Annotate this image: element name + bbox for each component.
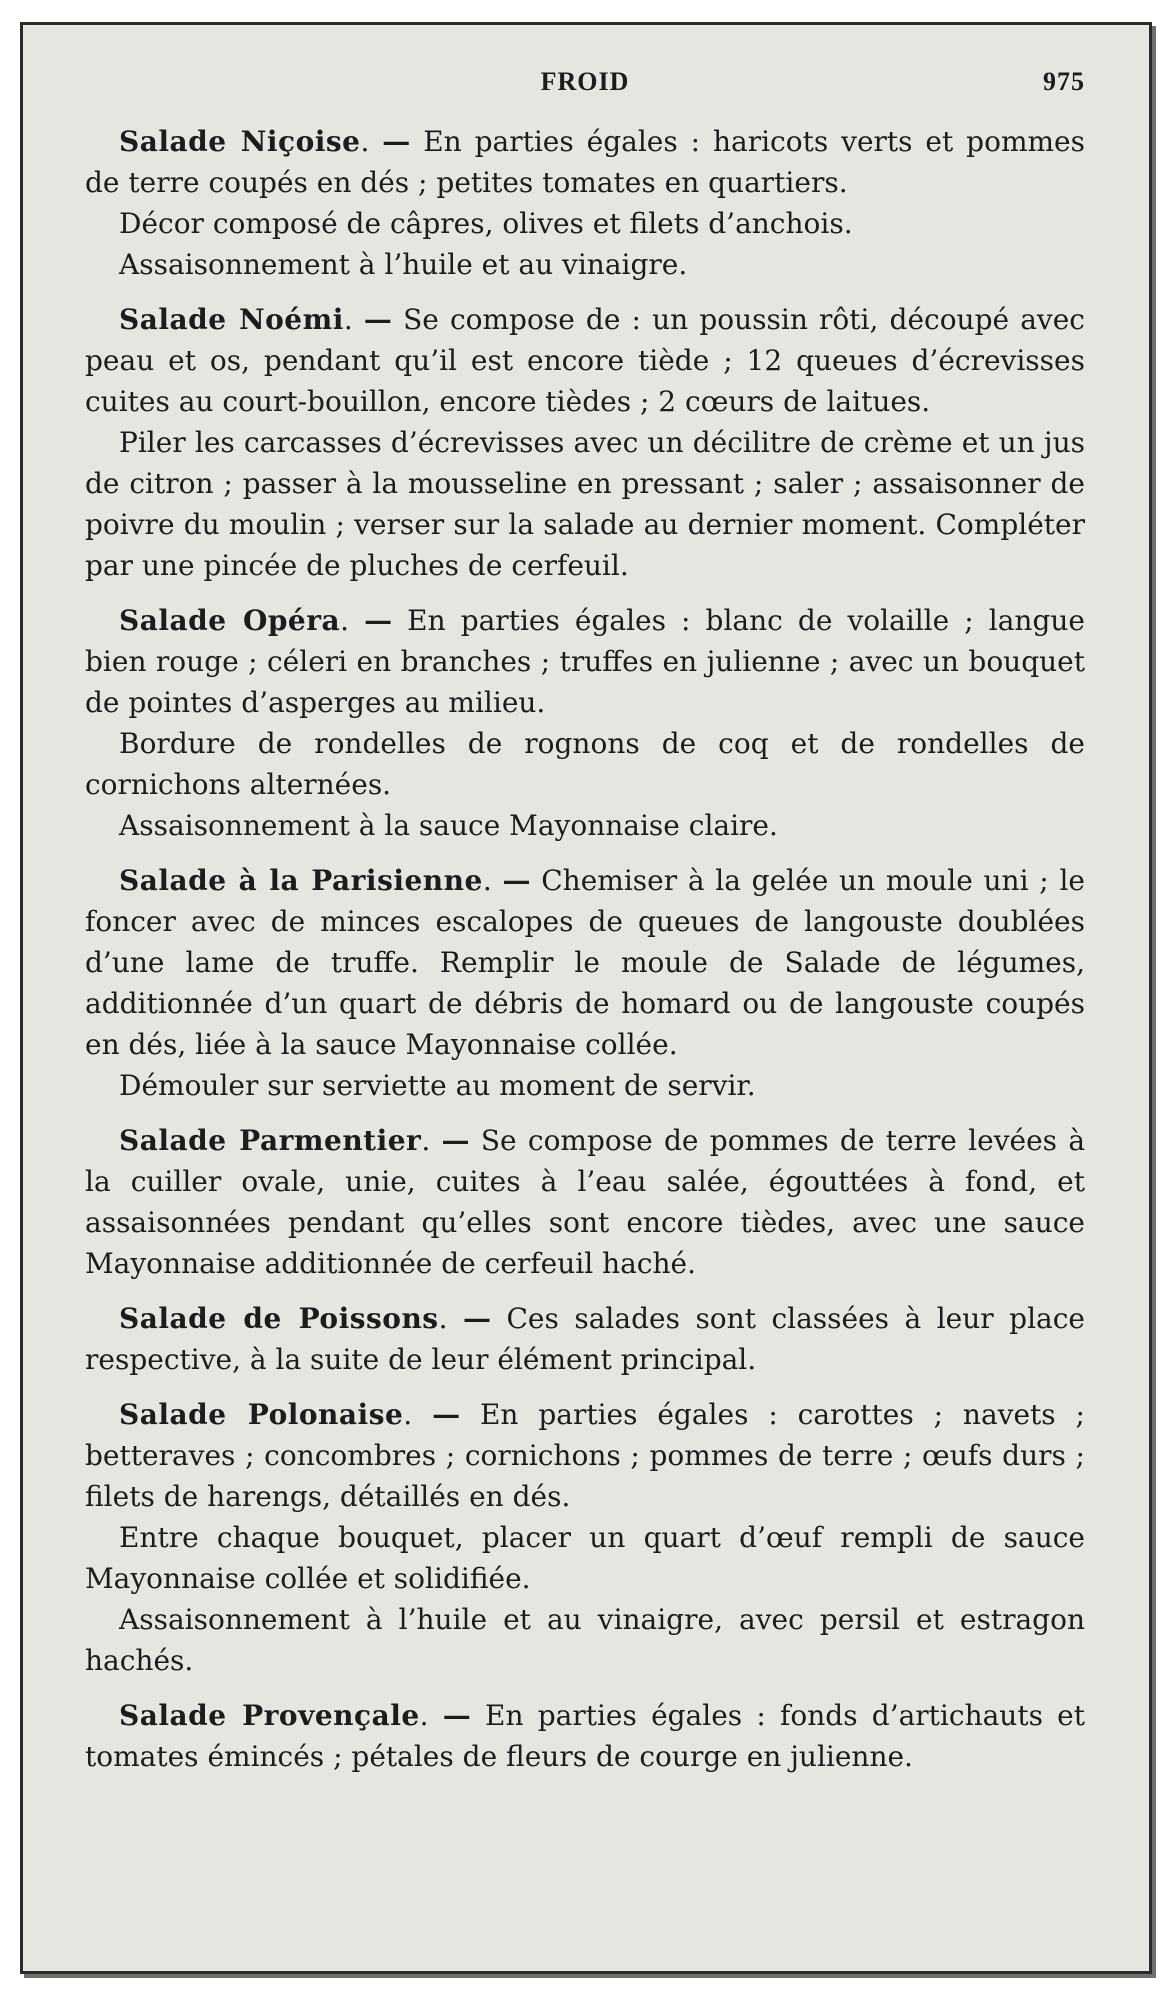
recipe-text: Se compose de : un poussin rôti, découpé avec peau et os, pendant qu’il est encore tiède ; 12 queues d’écrevisses cuites au court-bouillon, encore tièdes ; 2 cœurs de laitues. bbox=[85, 303, 1085, 418]
recipe-text: En parties égales : fonds d’artichauts et tomates émincés ; pétales de fleurs de courge en julienne. bbox=[85, 1699, 1085, 1773]
recipe-text: Assaisonnement à l’huile et au vinaigre, avec persil et estragon hachés. bbox=[85, 1603, 1085, 1677]
recipe-text: Ces salades sont classées à leur place respective, à la suite de leur élément principal. bbox=[85, 1302, 1085, 1376]
running-title: FROID bbox=[540, 67, 630, 96]
recipe-paragraph bbox=[85, 1517, 1085, 1599]
recipe-entry-salade-polonaise bbox=[85, 1394, 1085, 1681]
recipe-text: Piler les carcasses d’écrevisses avec un décilitre de crème et un jus de citron ; passer à la mousseline en pressant ; saler ; assaisonner de poivre du moulin ; verser sur la salade au dernier moment. Compléter par une pincée de pluches de cerfeuil. bbox=[85, 426, 1085, 582]
recipe-paragraph bbox=[85, 805, 1085, 846]
recipe-first-paragraph: Salade de Poissons. — Ces salades sont classées à leur place respective, à la suite de leur élément principal. bbox=[85, 1302, 1085, 1376]
recipe-text: En parties égales : haricots verts et pommes de terre coupés en dés ; petites tomates en quartiers. bbox=[85, 125, 1085, 199]
recipe-entry-salade-parmentier bbox=[85, 1120, 1085, 1284]
recipe-entry-salade-de-poissons bbox=[85, 1298, 1085, 1380]
recipe-paragraph bbox=[85, 1599, 1085, 1681]
recipe-first-paragraph: Salade Noémi. — Se compose de : un poussin rôti, découpé avec peau et os, pendant qu’il est encore tiède ; 12 queues d’écrevisses cuites au court-bouillon, encore tièdes ; 2 cœurs de laitues. bbox=[85, 303, 1085, 418]
page-content bbox=[85, 67, 1085, 1777]
recipe-entry-salade-opera bbox=[85, 600, 1085, 846]
recipe-text: Démouler sur serviette au moment de servir. bbox=[119, 1069, 756, 1102]
recipe-entry-salade-provencale bbox=[85, 1695, 1085, 1777]
recipe-paragraph bbox=[85, 422, 1085, 586]
recipe-title: Salade Polonaise bbox=[119, 1398, 404, 1431]
recipe-paragraph bbox=[85, 244, 1085, 285]
recipe-first-paragraph: Salade Parmentier. — Se compose de pommes de terre levées à la cuiller ovale, unie, cuites à l’eau salée, égouttées à fond, et assaisonnées pendant qu’elles sont encore tièdes, avec une sauce Mayonnaise additionnée de cerfeuil haché. bbox=[85, 1124, 1086, 1280]
recipe-text: Bordure de rondelles de rognons de coq et de rondelles de cornichons alternées. bbox=[85, 727, 1085, 801]
recipe-paragraph bbox=[85, 1065, 1085, 1106]
recipe-list bbox=[85, 121, 1085, 1777]
recipe-title: Salade de Poissons bbox=[119, 1302, 439, 1335]
recipe-first-paragraph: Salade Niçoise. — En parties égales : haricots verts et pommes de terre coupés en dés ; petites tomates en quartiers. bbox=[85, 125, 1085, 199]
recipe-text: Se compose de pommes de terre levées à la cuiller ovale, unie, cuites à l’eau salée, égouttées à fond, et assaisonnées pendant qu’elles sont encore tièdes, avec une sauce Mayonnaise additionnée de cerfeuil haché. bbox=[85, 1124, 1086, 1280]
em-dash-separator: — bbox=[382, 125, 411, 158]
recipe-text: En parties égales : carottes ; navets ; betteraves ; concombres ; cornichons ; pommes de terre ; œufs durs ; filets de harengs, détaillés en dés. bbox=[85, 1398, 1085, 1513]
book-page bbox=[20, 22, 1152, 1974]
recipe-entry-salade-nicoise bbox=[85, 121, 1085, 285]
em-dash-separator: — bbox=[502, 864, 531, 897]
recipe-first-paragraph: Salade Provençale. — En parties égales : fonds d’artichauts et tomates émincés ; pétales de fleurs de courge en julienne. bbox=[85, 1699, 1085, 1773]
recipe-text: Chemiser à la gelée un moule uni ; le foncer avec de minces escalopes de queues de langouste doublées d’une lame de truffe. Remplir le moule de Salade de légumes, additionnée d’un quart de débris de homard ou de langouste coupés en dés, liée à la sauce Mayonnaise collée. bbox=[85, 864, 1085, 1061]
recipe-paragraph bbox=[85, 723, 1085, 805]
running-head bbox=[85, 67, 1085, 107]
recipe-first-paragraph: Salade Polonaise. — En parties égales : carottes ; navets ; betteraves ; concombres ; cornichons ; pommes de terre ; œufs durs ; filets de harengs, détaillés en dés. bbox=[85, 1398, 1085, 1513]
recipe-text: Assaisonnement à l’huile et au vinaigre. bbox=[119, 248, 688, 281]
em-dash-separator: — bbox=[363, 303, 392, 336]
recipe-title: Salade Opéra bbox=[119, 604, 341, 637]
recipe-entry-salade-a-la-parisienne bbox=[85, 860, 1085, 1106]
recipe-title: Salade Noémi bbox=[119, 303, 344, 336]
recipe-text: Entre chaque bouquet, placer un quart d’œuf rempli de sauce Mayonnaise collée et solidifiée. bbox=[85, 1521, 1085, 1595]
page-number: 975 bbox=[1043, 67, 1085, 96]
recipe-text: Assaisonnement à la sauce Mayonnaise claire. bbox=[119, 809, 778, 842]
recipe-paragraph bbox=[85, 203, 1085, 244]
recipe-text: En parties égales : blanc de volaille ; langue bien rouge ; céleri en branches ; truffes en julienne ; avec un bouquet de pointes d’asperges au milieu. bbox=[85, 604, 1085, 719]
recipe-title: Salade Niçoise bbox=[119, 125, 361, 158]
em-dash-separator: — bbox=[441, 1124, 470, 1157]
em-dash-separator: — bbox=[442, 1699, 471, 1732]
em-dash-separator: — bbox=[462, 1302, 491, 1335]
recipe-title: Salade Parmentier bbox=[119, 1124, 422, 1157]
recipe-entry-salade-noemi bbox=[85, 299, 1085, 586]
recipe-first-paragraph: Salade à la Parisienne. — Chemiser à la gelée un moule uni ; le foncer avec de minces escalopes de queues de langouste doublées d’une lame de truffe. Remplir le moule de Salade de légumes, additionnée d’un quart de débris de homard ou de langouste coupés en dés, liée à la sauce Mayonnaise collée. bbox=[85, 864, 1085, 1061]
recipe-first-paragraph: Salade Opéra. — En parties égales : blanc de volaille ; langue bien rouge ; céleri en branches ; truffes en julienne ; avec un bouquet de pointes d’asperges au milieu. bbox=[85, 604, 1085, 719]
em-dash-separator: — bbox=[364, 604, 393, 637]
recipe-title: Salade Provençale bbox=[119, 1699, 420, 1732]
recipe-title: Salade à la Parisienne bbox=[119, 864, 483, 897]
em-dash-separator: — bbox=[432, 1398, 461, 1431]
recipe-text: Décor composé de câpres, olives et filets d’anchois. bbox=[119, 207, 853, 240]
